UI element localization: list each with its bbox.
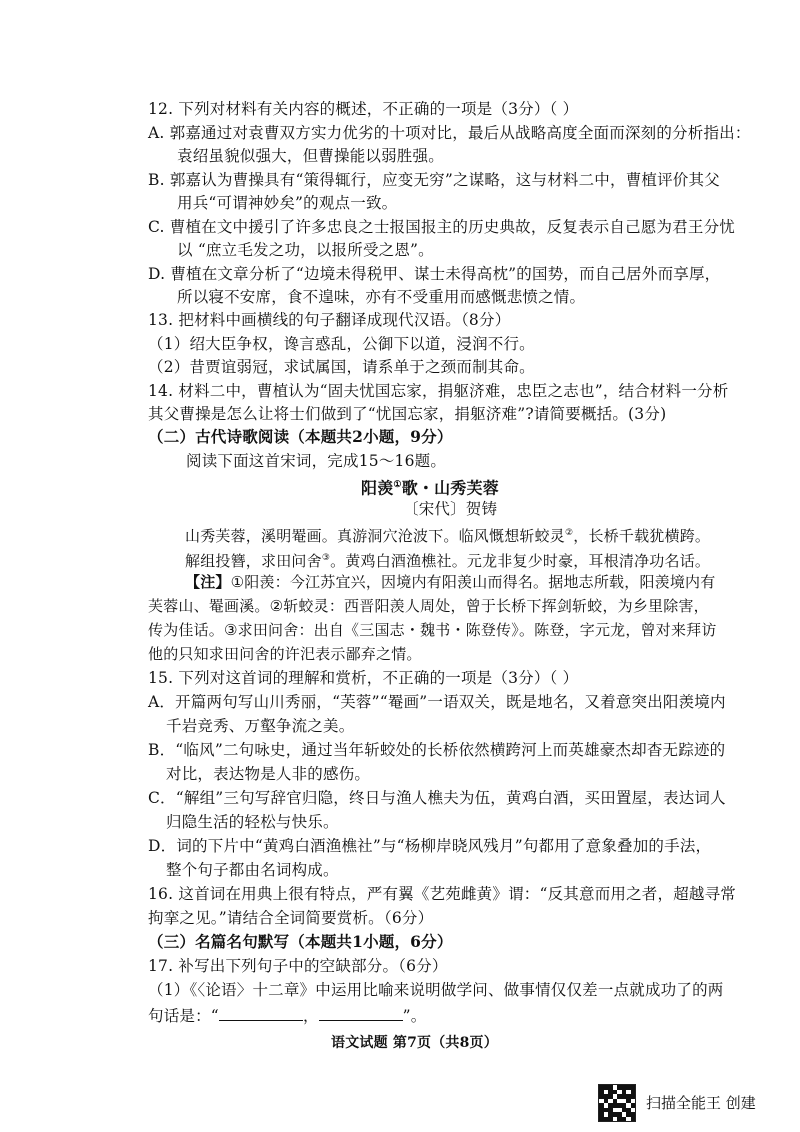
poem-note-label: 【注】 [185,573,231,591]
q17-item1-line1: （1）《〈论语〉十二章》中运用比喻来说明做学问、做事情仅仅差一点就成功了的两 [148,981,724,999]
qr-code-icon [598,1084,636,1122]
scanner-watermark: 扫描全能王 创建 [646,1094,756,1112]
q12-option-d-line1: D. 曹植在文章分析了“边境未得税甲、谋士未得高枕”的国势，而自己居外而享厚， [148,265,721,283]
q15-option-a-line1: A．开篇两句写山川秀丽，“芙蓉”“罨画”一语双关，既是地名，又着意突出阳羡境内 [148,693,726,711]
q14-line1: 14. 材料二中，曹植认为“固夫忧国忘家，捐躯济难，忠臣之志也”，结合材料一分析 [148,382,729,400]
q16-line1: 16. 这首词在用典上很有特点，严有翼《艺苑雌黄》谓：“反其意而用之者，超越寻常 [148,885,737,903]
section2-heading: （二）古代诗歌阅读（本题共2小题，9分） [148,427,453,446]
q15-option-b-line2: 对比，表达物是人非的感伤。 [166,765,371,783]
page-footer: 语文试题 第7页（共8页） [331,1035,498,1051]
q12-option-b-line2: 用兵“可谓神妙矣”的观点一致。 [177,194,398,212]
q15-option-c-line1: C．“解组”三句写辞官归隐，终日与渔人樵夫为伍，黄鸡白酒，买田置屋，表达词人 [148,789,726,807]
poem-note-line2: 芙蓉山、罨画溪。②斩蛟灵：西晋阳羡人周处，曾于长桥下挥剑斩蛟，为乡里除害， [148,597,709,615]
poem-title [361,475,499,498]
poem-author: 〔宋代〕贺铸 [403,500,498,518]
poem-title-footnote-mark: ① [393,480,402,490]
poem-title-part2: 歌・山秀芙蓉 [401,478,499,498]
poem-line-2-footnote-mark: ③ [321,553,331,563]
q13-sentence-1: （1）绍大臣争权，谗言惑乱，公御下以道，浸润不行。 [148,335,535,353]
poem-line-1-footnote-mark: ② [565,528,574,538]
q15-option-d-line1: D．词的下片中“黄鸡白酒渔樵社”与“杨柳岸晓风残月”句都用了意象叠加的手法， [148,837,712,855]
poem-line-1-a: 山秀芙蓉，溪明罨画。真游洞穴沧波下。临风慨想斩蛟灵 [185,527,566,545]
q13-sentence-2: （2）昔贾谊弱冠，求试属国，请系单于之颈而制其命。 [148,358,535,376]
poem-note-line4: 他的只知求田问舍的许汜表示鄙弃之情。 [148,645,422,663]
q17-item1-line2 [148,1004,426,1026]
q12-option-b-line1: B. 郭嘉认为曹操具有“策得辄行，应变无穷”之谋略，这与材料二中，曹植评价其父 [148,171,720,189]
q14-line2: 其父曹操是怎么让将士们做到了“忧国忘家，捐躯济难”?请简要概括。(3分) [148,405,667,423]
poem-line-1-b: ，长桥千载犹横跨。 [573,527,711,545]
q15-option-b-line1: B．“临风”二句咏史，通过当年斩蛟处的长桥依然横跨河上而英雄豪杰却杳无踪迹的 [148,741,726,759]
q17-stem: 17. 补写出下列句子中的空缺部分。（6分） [148,957,448,975]
section2-intro: 阅读下面这首宋词，完成15～16题。 [186,452,447,470]
poem-note-line3: 传为佳话。③求田问舍：出自《三国志・魏书・陈登传》。陈登，字元龙，曾对来拜访 [148,621,717,639]
section3-heading: （三）名篇名句默写（本题共1小题，6分） [148,932,453,951]
q12-option-c-line1: C. 曹植在文中援引了许多忠良之士报国报主的历史典故，反复表示自己愿为君王分忧 [148,218,735,236]
poem-line-2 [185,548,710,571]
q12-stem: 12. 下列对材料有关内容的概述，不正确的一项是（3分）（ ） [148,100,579,118]
q15-option-c-line2: 归隐生活的轻松与快乐。 [166,813,339,831]
q12-option-c-line2: 以 “庶立毛发之功，以报所受之恩”。 [177,241,434,259]
q15-stem: 15. 下列对这首词的理解和赏析，不正确的一项是（3分）（ ） [148,669,579,687]
q17-answer-prefix: 句话是：“ [148,1007,219,1025]
q12-option-d-line2: 所以寝不安席，食不遑味，亦有不受重用而感慨悲愤之情。 [177,288,586,306]
poem-note-line1 [185,572,715,592]
poem-line-1 [185,523,710,546]
poem-title-part1: 阳羡 [361,478,394,498]
q17-answer-blank-2[interactable] [319,1004,403,1021]
q17-answer-suffix: ”。 [402,1007,427,1025]
q12-option-a-line1: A. 郭嘉通过对袁曹双方实力优劣的十项对比，最后从战略高度全面而深刻的分析指出： [148,124,751,142]
q12-option-a-line2: 袁绍虽貌似强大，但曹操能以弱胜强。 [177,147,444,165]
q13-stem: 13. 把材料中画横线的句子翻译成现代汉语。（8分） [148,311,511,329]
q16-line2: 拘挛之见。”请结合全词简要赏析。（6分） [148,909,434,927]
poem-note-text-1: ①阳羡：今江苏宜兴，因境内有阳羡山而得名。据地志所载，阳羡境内有 [230,573,716,591]
q15-option-a-line2: 千岩竞秀、万壑争流之美。 [166,717,355,735]
q15-option-d-line2: 整个句子都由名词构成。 [166,861,339,879]
q17-answer-separator: ， [302,1007,319,1025]
poem-line-2-a: 解组投簪，求田问舍 [185,552,322,570]
poem-line-2-b: 。黄鸡白酒渔樵社。元龙非复少时豪，耳根清净功名话。 [330,552,711,570]
q17-answer-blank-1[interactable] [219,1004,303,1021]
